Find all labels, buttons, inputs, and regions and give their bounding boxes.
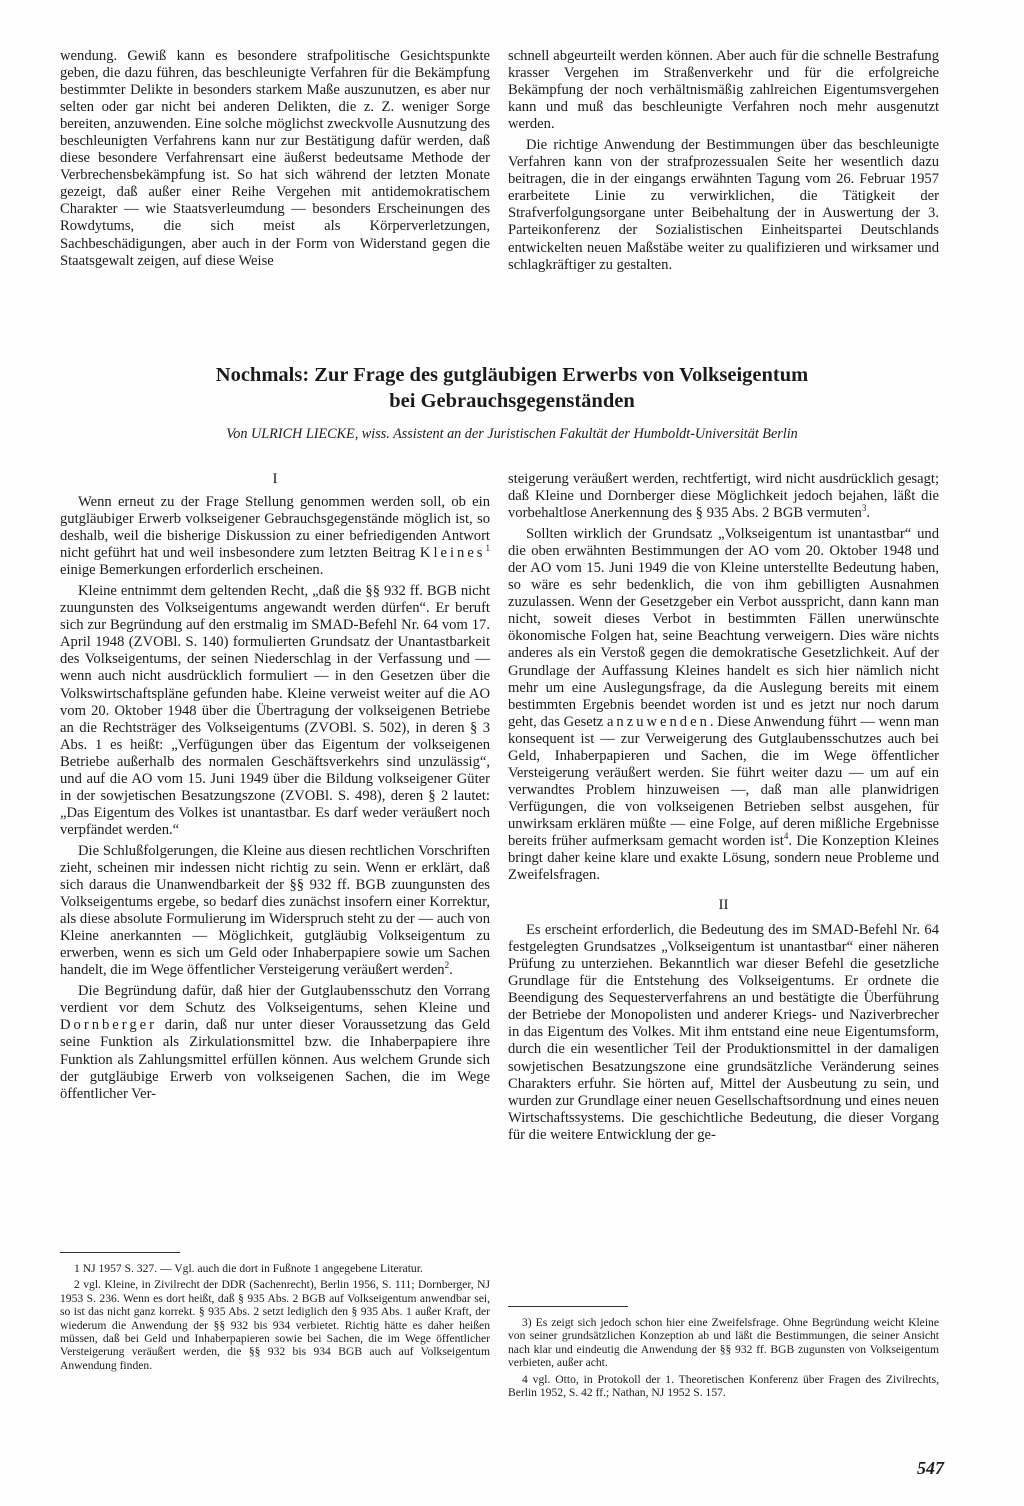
right-paragraph-2: Sollten wirklich der Grundsatz „Volkseigentum ist unantastbar“ und die oben erwähnten Bestimmungen der AO vom 20. Oktober 1948 und der AO vom 15. Juni 1949 die von Kleine unterstellte Bedeutung haben, so wäre es sehr bedenklich, die von ihm gebilligten Ausnahmen zuzulassen. Wenn der Gesetzgeber ein Verbot ausspricht, dann kann man nicht, soweit dieses Verbot in bestimmten Fällen unerwünschte ökonomische Folgen hat, seine Beachtung verweigern. Dies wäre nichts anderes als ein Verstoß gegen die demokratische Gesetzlichkeit. Auf der Grundlage der Auffassung Kleines handelt es sich hier nämlich nicht mehr um eine Auslegungsfrage, da die Auslegung bereits mit einem bestimmten Ergebnis beendet worden ist und es jetzt nur noch darum geht, das Gesetz anzuwenden. Diese Anwendung führt — wenn man konsequent ist — zur Verweigerung des Gutglaubensschutzes auch bei Geld, Inhaberpapieren und Sachen, die im Wege öffentlicher Versteigerung veräußert werden. Sie führt weiter dazu — um auf ein verwandtes Problem hinzuweisen —, daß man alle planwidrigen Verfügungen, die von volkseigenen Betrieben selbst ausgehen, für unwirksam erklären müßte — eine Folge, auf deren mißliche Ergebnisse bereits früher aufmerksam gemacht worden ist$^4$. Die Konzeption Kleines bringt daher keine klare und exakte Lösung, sondern neue Probleme und Zweifelsfragen.	[508, 526, 939, 884]
article-right-column	[508, 471, 939, 1144]
footnote-ref-4: 4	[783, 831, 789, 842]
emphasis-anzuwenden: anzuwenden	[606, 713, 710, 730]
author-name-dornberger: Dornberger	[60, 1017, 157, 1034]
footnote-separator-left	[60, 1252, 180, 1253]
section-heading-1: I	[272, 471, 278, 487]
top-right-paragraph-1: schnell abgeurteilt werden können. Aber auch für die schnelle Bestrafung krasser Vergehen im Straßenverkehr und für die erfolgreiche Bekämpfung der noch verhältnismäßig zahlreichen Eigentumsvergehen kann und muß das beschleunigte Verfahren noch mehr ausgenutzt werden.	[508, 48, 939, 133]
author-name-kleine: Kleines	[419, 545, 486, 562]
section-heading-2: II	[718, 897, 729, 914]
footnote-2: 2 vgl. Kleine, in Zivilrecht der DDR (Sachenrecht), Berlin 1956, S. 111; Dornberger, NJ 1953 S. 236. Wenn es dort heißt, daß § 935 Abs. 2 BGB auf Volkseigentum anwendbar sei, so ist das nicht ganz korrekt. § 935 Abs. 2 setzt lediglich den § 935 Abs. 1 außer Kraft, der wiederum die Anwendung der §§ 932 bis 934 verbietet. Richtig hätte es daher heißen müssen, daß bei Geld und Inhaberpapieren sowie bei Sachen, die im Wege öffentlicher Versteigerung veräußert werden, die §§ 932 bis 934 BGB auch auf Volkseigentum Anwendung finden.	[60, 1278, 490, 1372]
top-left-paragraph: wendung. Gewiß kann es besondere strafpolitische Gesichtspunkte geben, die dazu führen, das beschleunigte Verfahren für die Bekämpfung bestimmter Delikte in besonders starkem Maße auszunutzen, es aber nur selten oder gar nicht bei anderen Delikten, die z. Z. weniger Sorge bereiten, anzuwenden. Eine solche möglichst zweckvolle Ausnutzung des beschleunigten Verfahrens kann nur zur Bestätigung dafür werden, daß diese besondere Verfahrensart eine äußerst bedeutsame Methode der Verbrechensbekämpfung ist. So hat sich während der letzten Monate gezeigt, daß außer einer Reihe Vergehen mit antidemokratischem Charakter — wie Staatsverleumdung — besonders Erscheinungen des Rowdytums, die sich meist als Körperverletzungen, Sachbeschädigungen, aber auch in der Form von Widerstand gegen die Staatsgewalt zeigen, auf diese Weise	[60, 48, 490, 269]
page-number: 547	[917, 1458, 944, 1478]
footnote-4: 4 vgl. Otto, in Protokoll der 1. Theoretischen Konferenz über Fragen des Zivilrechts, Berlin 1952, S. 42 ff.; Nathan, NJ 1952 S. 157.	[508, 1372, 939, 1400]
footnote-ref-3: 3	[861, 503, 867, 514]
right-paragraph-3: Es erscheint erforderlich, die Bedeutung des im SMAD-Befehl Nr. 64 festgelegten Grundsatzes „Volkseigentum ist unantastbar“ einer näheren Prüfung zu unterziehen. Bekanntlich war dieser Befehl die gesetzliche Grundlage für die Entstehung des Volkseigentums. Er ordnete die Beendigung des Sequesterverfahrens an und bestätigte die Überführung der Betriebe der Monopolisten und anderer Kriegs- und Naziverbrecher in das Eigentum des Volkes. Mit ihm entstand eine neue Eigentumsform, durch die ein wesentlicher Teil der Produktionsmittel in der damaligen sowjetischen Besatzungszone eine grundsätzliche Veränderung seines Charakters erfuhr. Sie hörten auf, Mittel der Ausbeutung zu sein, und wurden zur Grundlage einer neuen Gesellschaftsordnung und eines neuen Wirtschaftssystems. Die geschichtliche Bedeutung, die dieser Vorgang für die weitere Entwicklung der ge-	[508, 922, 939, 1143]
top-right-paragraph-2: Die richtige Anwendung der Bestimmungen über das beschleunigte Verfahren kann von der strafprozessualen Seite her wesentlich dazu beitragen, die in der eingangs erwähnten Tagung vom 26. Februar 1957 erarbeitete Linie zu verwirklichen, die Tätigkeit der Strafverfolgungsorgane unter Beibehaltung der in Auswertung der 3. Parteikonferenz der Sozialistischen Einheitspartei Deutschlands entwickelten neuen Maßstäbe weiter zu qualifizieren und wirksamer und schlagkräftiger zu gestalten.	[508, 137, 939, 273]
article-title-line-1: Nochmals: Zur Frage des gutgläubigen Erwerbs von Volkseigentum	[215, 364, 809, 386]
left-paragraph-3: Die Schlußfolgerungen, die Kleine aus diesen rechtlichen Vorschriften zieht, scheinen mir indessen nicht richtig zu sein. Wenn er erklärt, daß sich daraus die Unanwendbarkeit der §§ 932 ff. BGB zuungunsten des Volkseigentums ergebe, so bedarf dies zunächst insofern einer Korrektur, als diese absolute Formulierung im Widerspruch steht zu der — auch von Kleine anerkannten — Möglichkeit, gutgläubig Volkseigentum zu erwerben, wenn es sich um Geld oder Inhaberpapiere sowie um Sachen handelt, die im Wege öffentlicher Versteigerung veräußert werden$^2$.	[60, 842, 490, 979]
left-paragraph-1: Wenn erneut zu der Frage Stellung genommen werden soll, ob ein gutgläubiger Erwerb volkseigener Gebrauchsgegenstände möglich ist, so deshalb, weil die bisherige Diskussion zu einer befriedigenden Antwort nicht geführt hat und weil insbesondere zum letzten Beitrag Kleines$^1$ einige Bemerkungen erforderlich erscheinen.	[60, 494, 490, 579]
footnote-ref-2: 2	[444, 960, 450, 971]
footnote-ref-1: 1	[485, 543, 490, 554]
article-title	[90, 362, 934, 414]
footnote-1: 1 NJ 1957 S. 327. — Vgl. auch die dort in Fußnote 1 angegebene Literatur.	[74, 1262, 423, 1275]
left-footnotes	[60, 1262, 490, 1372]
article-title-line-2: bei Gebrauchsgegenständen	[389, 390, 635, 412]
top-left-column	[60, 48, 490, 270]
right-footnotes	[508, 1316, 939, 1399]
footnote-separator-right	[508, 1306, 628, 1307]
left-paragraph-4: Die Begründung dafür, daß hier der Gutglaubensschutz den Vorrang verdient vor dem Schutz des Volkseigentums, sehen Kleine und Dornberger darin, daß nur unter dieser Voraussetzung das Geld seine Funktion als Zirkulationsmittel bzw. die Inhaberpapiere ihre Funktion als Zahlungsmittel erfüllen können. Aus welchem Grunde sich der gutgläubige Erwerb von volkseigenen Sachen, die im Wege öffentlicher Ver-	[60, 983, 490, 1102]
footnote-3: 3) Es zeigt sich jedoch schon hier eine Zweifelsfrage. Ohne Begründung weicht Kleine von seiner grundsätzlichen Konzeption ab und läßt die Bestimmungen, die seiner Ansicht nach klar und eindeutig die Anwendung der §§ 932 ff. BGB zugunsten von Volkseigentum verbieten, außer acht.	[508, 1316, 939, 1370]
article-left-column	[60, 470, 490, 1103]
top-right-column	[508, 48, 939, 274]
right-paragraph-1: steigerung veräußert werden, rechtfertigt, wird nicht ausdrücklich gesagt; daß Kleine und Dornberger diese Möglichkeit jedoch bejahen, läßt die vorbehaltlose Anerkennung des § 935 Abs. 2 BGB vermuten$^3$.	[508, 471, 939, 522]
article-byline: Von ULRICH LIECKE, wiss. Assistent an der Juristischen Fakultät der Humboldt-Universität Berlin	[226, 426, 798, 442]
left-paragraph-2: Kleine entnimmt dem geltenden Recht, „daß die §§ 932 ff. BGB nicht zuungunsten des Volkseigentums angewandt werden dürfen“. Er beruft sich zur Begründung auf den erstmalig im SMAD-Befehl Nr. 64 vom 17. April 1948 (ZVOBl. S. 140) formulierten Grundsatz der Unantastbarkeit des Volkseigentums, der seinen Niederschlag in der Verfassung und — wenn auch nicht ausdrücklich formuliert — in den Gesetzen über die Volkswirtschaftspläne gefunden habe. Kleine verweist weiter auf die AO vom 20. Oktober 1948 über die Übertragung der volkseigenen Betriebe an die Rechtsträger des Volkseigentums (ZVOBl. S. 502), in deren § 3 Abs. 1 es heißt: „Verfügungen über das Eigentum der volkseigenen Betriebe außerhalb des normalen Geschäftsverkehrs sind unzulässig“, und auf die AO vom 15. Juni 1949 über die Bildung volkseigener Güter in der sowjetischen Besatzungszone (ZVOBl. S. 498), deren § 2 lautet: „Das Eigentum des Volkes ist unantastbar. Es darf weder veräußert noch verpfändet werden.“	[60, 583, 490, 838]
